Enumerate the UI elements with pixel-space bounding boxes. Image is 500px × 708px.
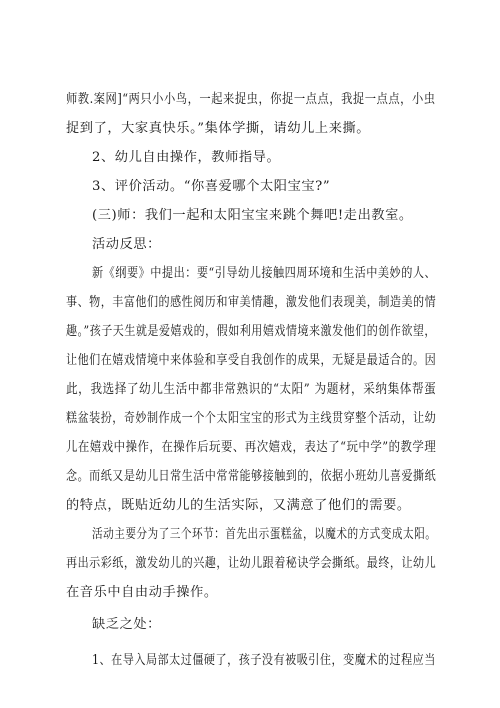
text-line: 捉到了，大家真快乐。”集体学撕，请幼儿上来撕。 — [66, 121, 371, 136]
text-line: 的特点，既贴近幼儿的生活实际，又满意了他们的需要。 — [66, 498, 411, 513]
text-line: 让他们在嬉戏情境中来体验和享受自我创作的成果，无疑是最适合的。因 — [66, 353, 437, 368]
text-line: 在音乐中自由动手操作。 — [66, 585, 218, 600]
text-line: 新《纲要》中提出：要“引导幼儿接触四周环境和生活中美妙的人、 — [92, 266, 437, 281]
text-line: 再出示彩纸，激发幼儿的兴趣，让幼儿跟着秘诀学会撕纸。最终，让幼儿 — [66, 556, 437, 571]
text-line: 此，我选择了幼儿生活中都非常熟识的“太阳” 为题材，采纳集体帮蛋 — [66, 382, 437, 397]
text-line: 念。而纸又是幼儿日常生活中常常能够接触到的，依据小班幼儿喜爱撕纸 — [66, 469, 437, 484]
text-line: 儿在嬉戏中操作，在操作后玩要、再次嬉戏，表达了“玩中学”的教学理 — [66, 440, 437, 455]
text-line: 2、幼儿自由操作，教师指导。 — [92, 150, 281, 165]
section-heading: 缺乏之处： — [92, 617, 161, 632]
section-heading: 活动反思： — [92, 237, 161, 252]
text-line: (三)师：我们一起和太阳宝宝来跳个舞吧!走出教室。 — [92, 208, 413, 223]
text-line: 活动主要分为了三个环节：首先出示蛋糕盆，以魔术的方式变成太阳。 — [92, 527, 437, 542]
text-line: 3、评价活动。“你喜爱哪个太阳宝宝?” — [92, 179, 331, 194]
text-line: 师教.案网]“两只小小鸟，一起来捉虫，你捉一点点，我捉一点点，小虫 — [66, 92, 436, 107]
text-line: 糕盆装扮，奇妙制作成一个个太阳宝宝的形式为主线贯穿整个活动，让幼 — [66, 411, 437, 426]
text-line: 1、在导入局部太过僵硬了，孩子没有被吸引住，变魔术的过程应当 — [92, 653, 436, 668]
text-line: 事、物，丰富他们的感性阅历和审美情趣，激发他们表现美，制造美的情 — [66, 295, 437, 310]
text-line: 趣。”孩子天生就是爱嬉戏的，假如利用嬉戏情境来激发他们的创作欲望， — [66, 324, 436, 339]
